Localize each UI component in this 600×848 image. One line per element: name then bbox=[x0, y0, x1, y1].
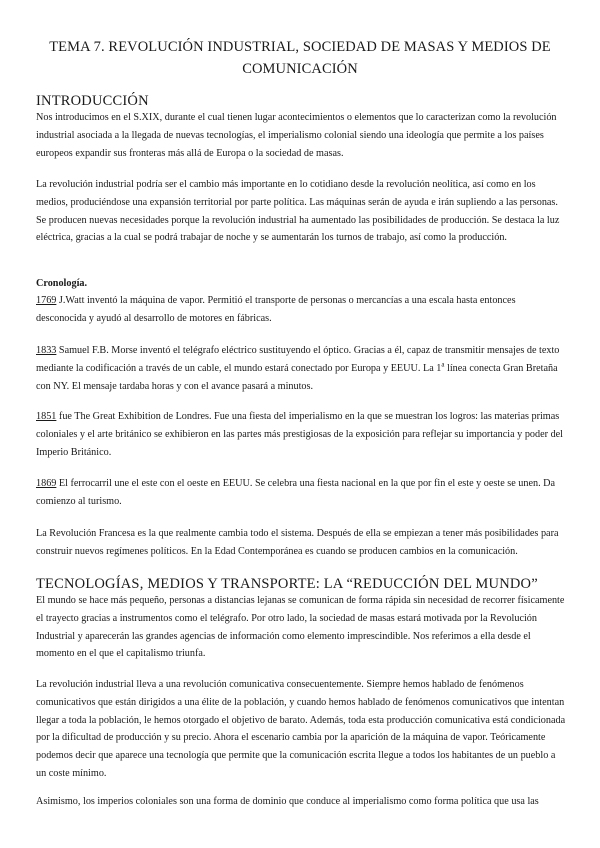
chronology-text: El ferrocarril une el este con el oeste en EEUU. Se celebra una fiesta nacional en la que por fin el este y oeste se unen. Da comienzo al turismo. bbox=[36, 478, 556, 507]
section-heading-tecnologias: TECNOLOGÍAS, MEDIOS Y TRANSPORTE: LA “REDUCCIÓN DEL MUNDO” bbox=[36, 576, 538, 592]
chronology-text: J.Watt inventó la máquina de vapor. Permitió el transporte de personas o mercancías a una escala hasta entonces desconocida y ayudó al desarrollo de motores en fábricas. bbox=[36, 295, 516, 324]
chronology-text-continued: línea conecta Gran Bretaña con NY. El mensaje tardaba horas y con el avance pasará a minutos. bbox=[36, 362, 558, 392]
chronology-entry bbox=[36, 475, 566, 511]
chronology-entry bbox=[36, 292, 566, 328]
chronology-text: fue The Great Exhibition de Londres. Fue una fiesta del imperialismo en la que se muestran los logros: las materias primas coloniales y el arte británico se exhibieron en las partes más prestigiosas de la exposición para reflejar su importancia y poder del Imperio Británico. bbox=[36, 411, 564, 458]
intro-paragraph-1: Nos introducimos en el S.XIX, durante el cual tienen lugar acontecimientos o elementos que lo caracterizan como la revolución industrial asociada a la llegada de nuevas tecnologías, el imperialismo colonial siendo una ideología que permite a los países europeos expandir sus fronteras más allá de Europa o la sociedad de masas. bbox=[36, 112, 557, 159]
chronology-year: 1769 bbox=[36, 295, 57, 306]
chronology-entry bbox=[36, 342, 566, 395]
chronology-year: 1851 bbox=[36, 411, 57, 422]
chronology-closing-paragraph: La Revolución Francesa es la que realmente cambia todo el sistema. Después de ella se empiezan a tener más posibilidades para construir nuevos regímenes políticos. En la Edad Contemporánea es cuando se producen cambios en la comunicación. bbox=[36, 528, 559, 557]
chronology-text: Samuel F.B. Morse inventó el telégrafo eléctrico sustituyendo el óptico. Gracias a él, capaz de transmitir mensajes de texto mediante la codificación a través de un cable, el mundo estará conectado por Europa y EEUU. La 1 bbox=[36, 345, 560, 374]
section-heading-introduccion: INTRODUCCIÓN bbox=[36, 93, 149, 109]
section2-paragraph-3: Asimismo, los imperios coloniales son una forma de dominio que conduce al imperialismo como forma política que usa las bbox=[36, 796, 539, 807]
chronology-label: Cronología. bbox=[36, 278, 88, 289]
intro-paragraph-2: La revolución industrial podría ser el cambio más importante en lo cotidiano desde la revolución neolítica, así como en los medios, produciéndose una expansión territorial por parte política. Las máquinas serán de ayuda e irán supliendo a las personas. Se producen nuevas necesidades porque la revolución industrial ha aumentado las posibilidades de producción. Se destaca la luz eléctrica, gracias a la cual se podrá trabajar de noche y se aumentarán los turnos de trabajo, así como la producción. bbox=[36, 179, 560, 244]
section2-paragraph-2: La revolución industrial lleva a una revolución comunicativa consecuentemente. Siempre hemos hablado de fenómenos comunicativos que están dirigidos a una élite de la población, y cuando hemos hablado de fenómenos comunicativos que intentan llegar a toda la población, le hemos otorgado el objetivo de barato. Además, toda esta producción comunicativa está condicionada por la dificultad de producción y su precio. Ahora el escenario cambia por la aparición de la máquina de vapor. Teóricamente podemos decir que aparece una tecnología que permite que la comunicación escrita llegue a todos los habitantes de un pueblo a un coste mínimo. bbox=[36, 679, 566, 779]
chronology-year: 1869 bbox=[36, 478, 57, 489]
document-title: TEMA 7. REVOLUCIÓN INDUSTRIAL, SOCIEDAD DE MASAS Y MEDIOS DE COMUNICACIÓN bbox=[49, 39, 551, 77]
ordinal-superscript: a bbox=[441, 360, 445, 369]
chronology-entry bbox=[36, 408, 566, 461]
section2-paragraph-1: El mundo se hace más pequeño, personas a distancias lejanas se comunican de forma rápida sin necesidad de recorrer físicamente el trayecto gracias a instrumentos como el telégrafo. Por otro lado, la sociedad de masas estará motivada por la Revolución Industrial y aparecerán las grandes agencias de información como elemento imprescindible. Nos referimos a ella desde el momento en el que el capitalismo triunfa. bbox=[36, 595, 565, 660]
chronology-year: 1833 bbox=[36, 345, 57, 356]
